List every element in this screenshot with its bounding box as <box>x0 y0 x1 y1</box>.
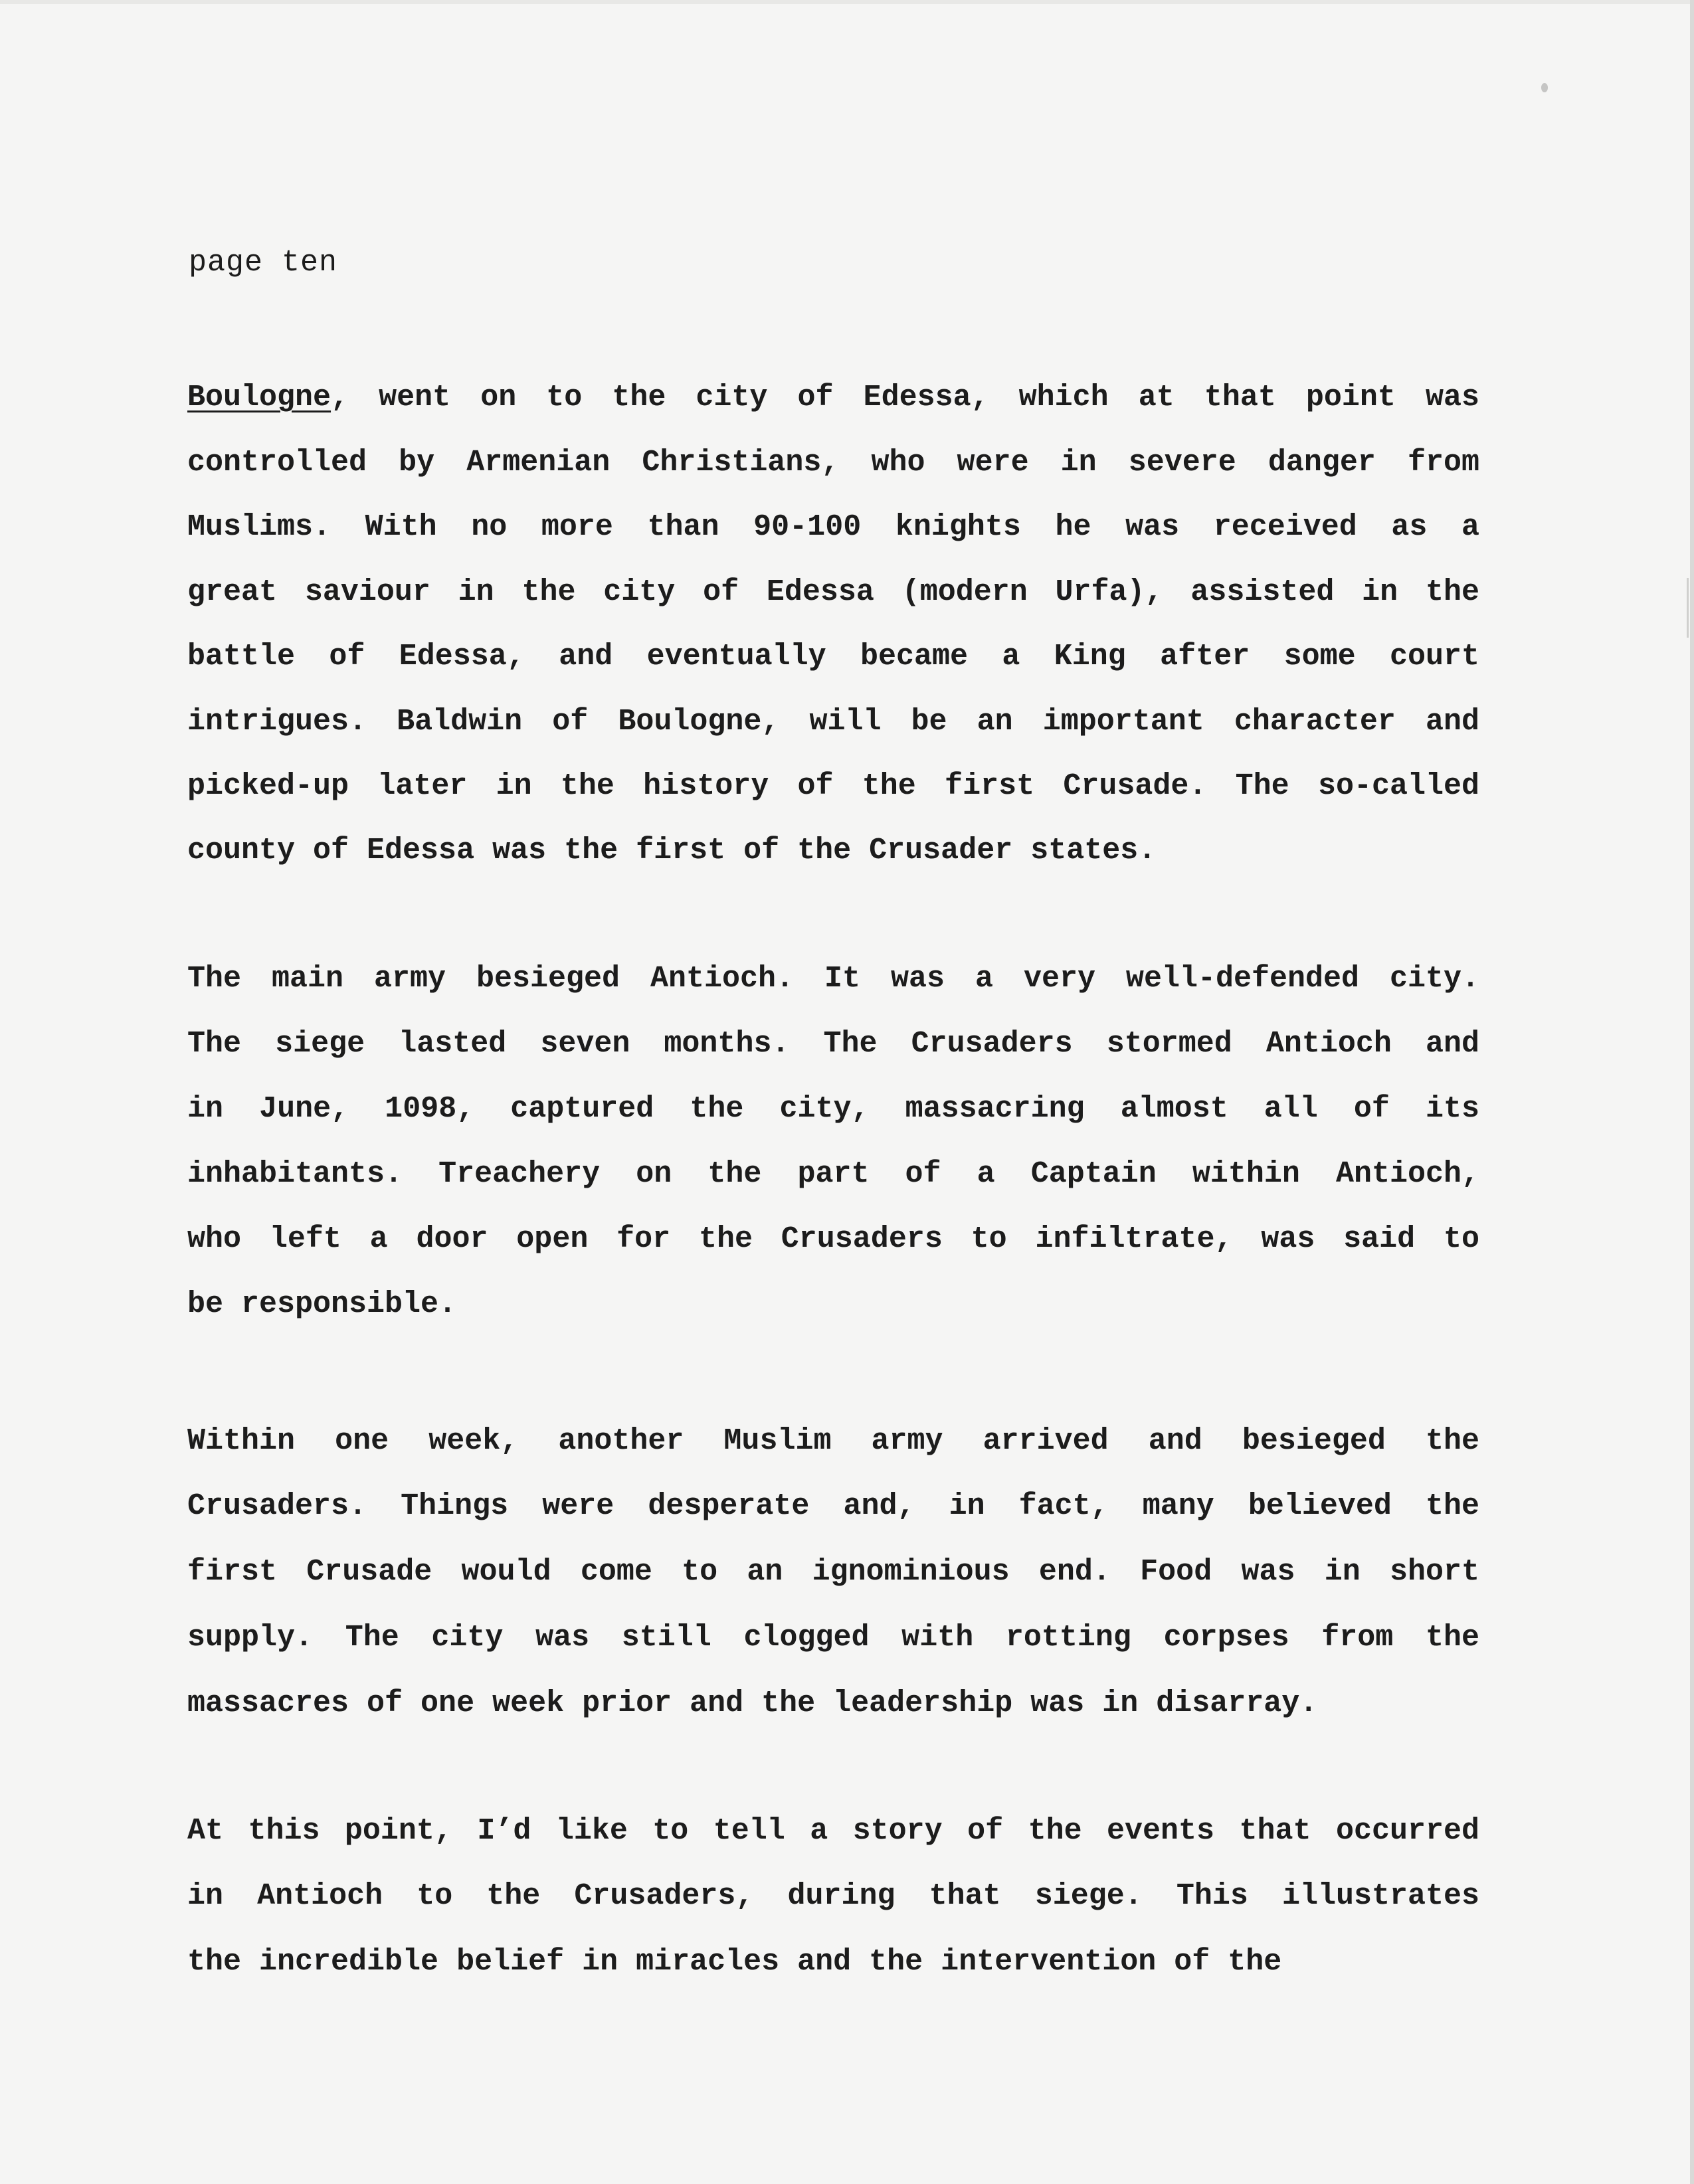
paragraph-2-line-1: The main army besieged Antioch. It was a very well-defended city. <box>187 962 1479 996</box>
paragraph-2-line-6: be responsible. <box>187 1287 457 1321</box>
paragraph-1-line-4: great saviour in the city of Edessa (modern Urfa), assisted in the <box>187 575 1479 609</box>
paragraph-4-line-3: the incredible belief in miracles and the intervention of the <box>187 1945 1282 1979</box>
paragraph-1-line-5: battle of Edessa, and eventually became a King after some court <box>187 640 1479 674</box>
paragraph-1-line-7: picked-up later in the history of the first Crusade. The so-called <box>187 769 1479 803</box>
paragraph-1-line-1 <box>187 380 1479 416</box>
paragraph-1-line-8: county of Edessa was the first of the Crusader states. <box>187 834 1157 867</box>
paragraph-4-line-1: At this point, I’d like to tell a story of the events that occurred <box>187 1814 1479 1848</box>
line-remainder: , went on to the city of Edessa, which at that point was <box>331 381 1479 414</box>
underlined-word: Boulogne <box>187 381 331 414</box>
paragraph-3-line-4: supply. The city was still clogged with rotting corpses from the <box>187 1621 1479 1655</box>
paragraph-2-line-2: The siege lasted seven months. The Crusaders stormed Antioch and <box>187 1027 1479 1061</box>
page-label: page ten <box>189 246 338 280</box>
paragraph-2-line-3: in June, 1098, captured the city, massacring almost all of its <box>187 1092 1479 1126</box>
paragraph-3-line-2: Crusaders. Things were desperate and, in fact, many believed the <box>187 1489 1479 1523</box>
paragraph-4-line-2: in Antioch to the Crusaders, during that siege. This illustrates <box>187 1879 1479 1913</box>
paragraph-2-line-4: inhabitants. Treachery on the part of a Captain within Antioch, <box>187 1157 1479 1191</box>
paragraph-1-line-3: Muslims. With no more than 90-100 knights he was received as a <box>187 510 1479 544</box>
paragraph-2-line-5: who left a door open for the Crusaders to infiltrate, was said to <box>187 1222 1479 1256</box>
paragraph-3-line-5: massacres of one week prior and the leadership was in disarray. <box>187 1686 1318 1720</box>
paragraph-1-line-2: controlled by Armenian Christians, who were in severe danger from <box>187 446 1479 480</box>
paragraph-3-line-3: first Crusade would come to an ignominious end. Food was in short <box>187 1555 1479 1589</box>
paragraph-3-line-1: Within one week, another Muslim army arrived and besieged the <box>187 1424 1479 1458</box>
paragraph-1-line-6: intrigues. Baldwin of Boulogne, will be an important character and <box>187 705 1479 739</box>
